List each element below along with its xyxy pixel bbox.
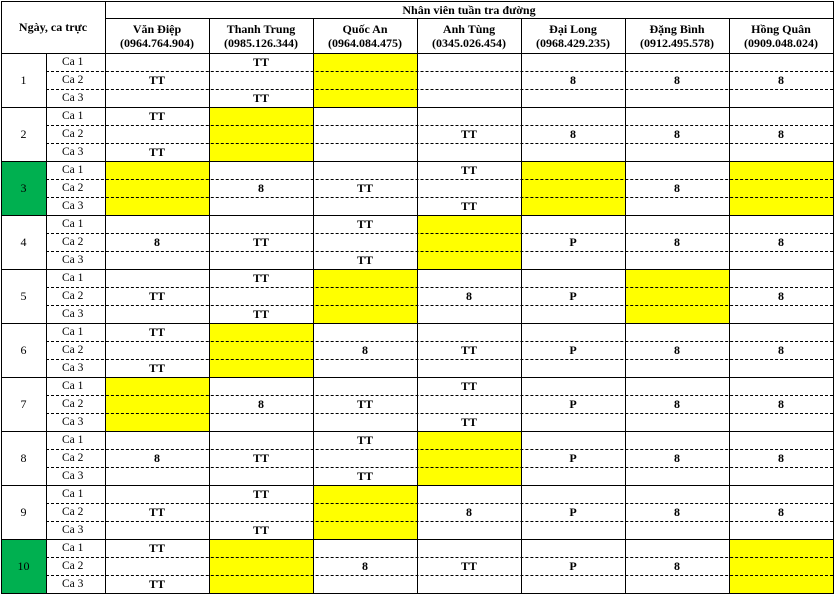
duty-cell: TT xyxy=(252,486,269,501)
duty-cell: TT xyxy=(356,468,373,483)
duty-cell: 8 xyxy=(362,558,368,573)
shift-label: Ca 3 xyxy=(62,524,84,536)
shift-label: Ca 2 xyxy=(62,398,84,410)
duty-cell: P xyxy=(569,234,577,249)
shift-label: Ca 1 xyxy=(62,434,84,446)
duty-cell: 8 xyxy=(258,180,264,195)
grid-dashed-line xyxy=(46,251,833,252)
duty-cell: TT xyxy=(460,414,477,429)
duty-cell: 8 xyxy=(466,288,472,303)
duty-cell: TT xyxy=(148,108,165,123)
off-day-fill xyxy=(105,377,209,431)
grid-hline xyxy=(1,485,834,486)
shift-label: Ca 1 xyxy=(62,164,84,176)
duty-cell: TT xyxy=(356,252,373,267)
shift-label: Ca 3 xyxy=(62,254,84,266)
duty-cell: TT xyxy=(460,198,477,213)
grid-dashed-line xyxy=(46,557,833,558)
duty-cell: 8 xyxy=(674,396,680,411)
staff-phone: (0912.495.578) xyxy=(640,35,714,50)
duty-cell: P xyxy=(569,288,577,303)
duty-cell: TT xyxy=(356,180,373,195)
shift-label: Ca 1 xyxy=(62,218,84,230)
duty-cell: TT xyxy=(148,540,165,555)
staff-header-3 xyxy=(313,18,417,53)
duty-cell: TT xyxy=(148,504,165,519)
off-day-fill xyxy=(729,539,833,593)
duty-cell: TT xyxy=(252,270,269,285)
shift-label: Ca 1 xyxy=(62,380,84,392)
grid-hline xyxy=(1,269,834,270)
day-number: 9 xyxy=(20,504,27,519)
shift-label: Ca 1 xyxy=(62,56,84,68)
off-day-fill xyxy=(313,485,417,539)
duty-cell: TT xyxy=(148,324,165,339)
duty-cell: TT xyxy=(148,576,165,591)
duty-cell: 8 xyxy=(674,72,680,87)
grid-dashed-line xyxy=(46,179,833,180)
shift-label: Ca 1 xyxy=(62,326,84,338)
duty-cell: 8 xyxy=(674,342,680,357)
shift-label: Ca 3 xyxy=(62,92,84,104)
day-number: 6 xyxy=(20,342,27,357)
grid-hline xyxy=(1,377,834,378)
duty-cell: P xyxy=(569,342,577,357)
day-number: 3 xyxy=(20,180,27,195)
grid-dashed-line xyxy=(46,125,833,126)
shift-label: Ca 3 xyxy=(62,200,84,212)
staff-name: Đại Long xyxy=(549,21,597,36)
off-day-fill xyxy=(313,269,417,323)
grid-dashed-line xyxy=(46,71,833,72)
duty-cell: TT xyxy=(252,234,269,249)
staff-phone: (0345.026.454) xyxy=(432,35,506,50)
duty-cell: 8 xyxy=(778,396,784,411)
duty-cell: 8 xyxy=(778,342,784,357)
duty-cell: 8 xyxy=(154,450,160,465)
shift-label: Ca 3 xyxy=(62,416,84,428)
grid-dashed-line xyxy=(46,305,833,306)
staff-header-5 xyxy=(521,18,625,53)
staff-name: Anh Tùng xyxy=(442,21,496,36)
staff-name: Đặng Bình xyxy=(649,21,705,36)
grid-dashed-line xyxy=(46,413,833,414)
grid-hline xyxy=(1,161,834,162)
duty-cell: 8 xyxy=(674,504,680,519)
off-day-fill xyxy=(417,215,521,269)
day-number: 7 xyxy=(20,396,27,411)
staff-header-7 xyxy=(729,18,833,53)
grid-dashed-line xyxy=(46,197,833,198)
duty-cell: TT xyxy=(356,396,373,411)
staff-name: Quốc An xyxy=(342,21,388,36)
duty-cell: 8 xyxy=(674,234,680,249)
duty-cell: TT xyxy=(252,90,269,105)
day-number: 5 xyxy=(20,288,27,303)
staff-phone: (0964.084.475) xyxy=(328,35,402,50)
shift-label: Ca 1 xyxy=(62,110,84,122)
staff-header-4 xyxy=(417,18,521,53)
grid-hline xyxy=(1,593,834,594)
duty-cell: P xyxy=(569,558,577,573)
duty-cell: 8 xyxy=(674,558,680,573)
grid-vline xyxy=(1,1,2,593)
duty-cell: 8 xyxy=(778,288,784,303)
grid-dashed-line xyxy=(46,467,833,468)
shift-label: Ca 1 xyxy=(62,272,84,284)
grid-hline xyxy=(105,18,834,19)
grid-hline xyxy=(1,107,834,108)
duty-cell: 8 xyxy=(778,234,784,249)
duty-cell: 8 xyxy=(778,504,784,519)
staff-phone: (0909.048.024) xyxy=(744,35,818,50)
grid-dashed-line xyxy=(46,521,833,522)
duty-cell: 8 xyxy=(674,180,680,195)
day-number: 4 xyxy=(20,234,27,249)
duty-cell: 8 xyxy=(362,342,368,357)
duty-cell: 8 xyxy=(570,126,576,141)
grid-hline xyxy=(1,1,834,2)
grid-dashed-line xyxy=(46,449,833,450)
shift-label: Ca 2 xyxy=(62,182,84,194)
off-day-fill xyxy=(209,107,313,161)
grid-hline xyxy=(1,53,834,54)
shift-label: Ca 2 xyxy=(62,128,84,140)
duty-cell: 8 xyxy=(674,126,680,141)
duty-cell: TT xyxy=(460,342,477,357)
grid-dashed-line xyxy=(46,395,833,396)
day-number: 1 xyxy=(20,72,27,87)
duty-cell: 8 xyxy=(258,396,264,411)
off-day-fill xyxy=(625,269,729,323)
shift-label: Ca 2 xyxy=(62,560,84,572)
duty-cell: TT xyxy=(252,54,269,69)
off-day-fill xyxy=(105,161,209,215)
duty-cell: P xyxy=(569,450,577,465)
off-day-fill xyxy=(521,161,625,215)
shift-label: Ca 2 xyxy=(62,506,84,518)
duty-cell: TT xyxy=(148,360,165,375)
shift-label: Ca 1 xyxy=(62,542,84,554)
shift-label: Ca 2 xyxy=(62,344,84,356)
staff-phone: (0964.764.904) xyxy=(120,35,194,50)
duty-cell: TT xyxy=(148,72,165,87)
shift-label: Ca 3 xyxy=(62,146,84,158)
shift-label: Ca 3 xyxy=(62,578,84,590)
staff-phone: (0985.126.344) xyxy=(224,35,298,50)
shift-label: Ca 2 xyxy=(62,74,84,86)
grid-dashed-line xyxy=(46,341,833,342)
duty-cell: TT xyxy=(148,144,165,159)
duty-cell: 8 xyxy=(154,234,160,249)
grid-vline xyxy=(833,1,834,593)
duty-cell: TT xyxy=(252,522,269,537)
duty-cell: P xyxy=(569,396,577,411)
staff-phone: (0968.429.235) xyxy=(536,35,610,50)
grid-dashed-line xyxy=(46,359,833,360)
duty-cell: TT xyxy=(252,306,269,321)
grid-dashed-line xyxy=(46,503,833,504)
duty-cell: 8 xyxy=(778,126,784,141)
day-number: 8 xyxy=(20,450,27,465)
day-number: 10 xyxy=(17,558,30,573)
duty-cell: TT xyxy=(460,126,477,141)
duty-cell: TT xyxy=(460,378,477,393)
shift-label: Ca 2 xyxy=(62,290,84,302)
grid-hline xyxy=(1,323,834,324)
off-day-fill xyxy=(209,323,313,377)
off-day-fill xyxy=(313,53,417,107)
grid-dashed-line xyxy=(46,143,833,144)
day-number: 2 xyxy=(20,126,27,141)
duty-cell: TT xyxy=(356,432,373,447)
shift-label: Ca 3 xyxy=(62,470,84,482)
duty-cell: TT xyxy=(356,216,373,231)
duty-cell: TT xyxy=(460,558,477,573)
grid-dashed-line xyxy=(46,89,833,90)
staff-header-1 xyxy=(105,18,209,53)
grid-dashed-line xyxy=(46,575,833,576)
grid-dashed-line xyxy=(46,233,833,234)
staff-name: Văn Điệp xyxy=(132,21,182,36)
off-day-fill xyxy=(729,161,833,215)
shift-label: Ca 3 xyxy=(62,308,84,320)
shift-label: Ca 3 xyxy=(62,362,84,374)
corner-label: Ngày, ca trực xyxy=(18,20,88,34)
duty-cell: 8 xyxy=(674,450,680,465)
off-day-fill xyxy=(209,539,313,593)
duty-cell: TT xyxy=(252,450,269,465)
off-day-fill xyxy=(417,431,521,485)
duty-cell: P xyxy=(569,504,577,519)
grid-dashed-line xyxy=(46,287,833,288)
staff-header-2 xyxy=(209,18,313,53)
shift-label: Ca 2 xyxy=(62,236,84,248)
staff-name: Thanh Trung xyxy=(226,21,296,36)
duty-cell: TT xyxy=(460,162,477,177)
grid-hline xyxy=(1,215,834,216)
duty-cell: 8 xyxy=(570,72,576,87)
duty-cell: 8 xyxy=(778,450,784,465)
grid-hline xyxy=(1,431,834,432)
group-title: Nhân viên tuần tra đường xyxy=(402,2,536,17)
staff-name: Hồng Quân xyxy=(751,21,811,36)
shift-label: Ca 1 xyxy=(62,488,84,500)
duty-cell: 8 xyxy=(466,504,472,519)
duty-cell: 8 xyxy=(778,72,784,87)
grid-hline xyxy=(1,539,834,540)
staff-header-6 xyxy=(625,18,729,53)
shift-label: Ca 2 xyxy=(62,452,84,464)
duty-cell: TT xyxy=(148,288,165,303)
